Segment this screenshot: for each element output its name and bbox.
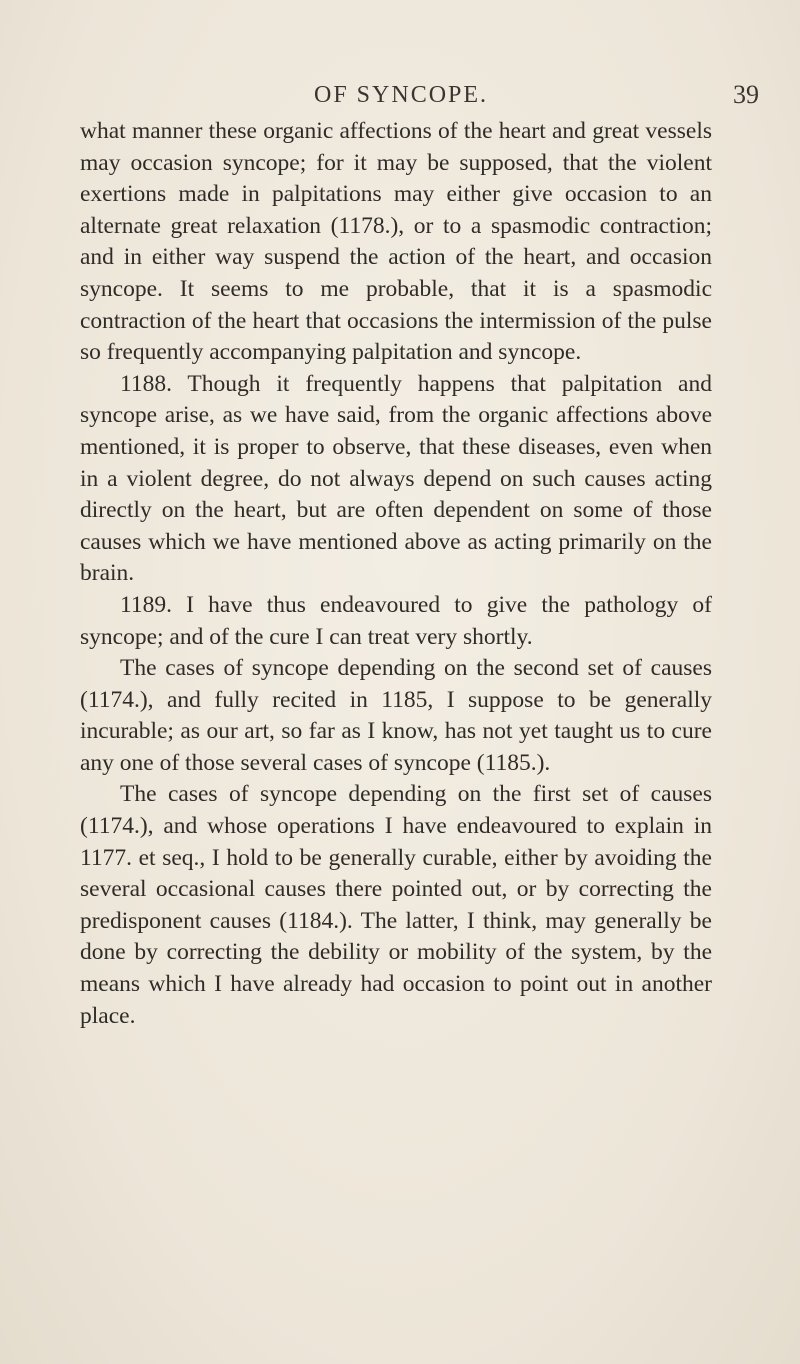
page-number: 39 [733,80,759,109]
paragraph-second-causes: The cases of syncope depending on the second set of causes (1174.), and fully recited in 1185, I suppose to be generally incurable; as our art, so far as I know, has not yet taught us to cure any one of those several cases of syncope (1185.). [80,655,712,776]
paragraph-continuation: what manner these organic affections of the heart and great vessels may occasion syncope; for it may be supposed, that the violent exertions made in palpitations may either give occasion to an alternate great relaxation (1178.), or to a spasmodic contraction; and in either way suspend the action of the heart, and occasion syncope. It seems to me probable, that it is a spasmodic contraction of the heart that occasions the intermission of the pulse so frequently accompanying palpitation and syncope. [80,118,712,366]
paragraph-1188: 1188. Though it frequently happens that palpitation and syncope arise, as we have said, from the organic affections above mentioned, it is proper to observe, that these diseases, even when in a violent degree, do not always depend on such causes acting directly on the heart, but are often dependent on some of those causes which we have mentioned above as acting primarily on the brain. [80,370,712,587]
paragraph-1189: 1189. I have thus endeavoured to give the pathology of syncope; and of the cure I can treat very shortly. [80,591,712,650]
running-head: OF SYNCOPE. [314,82,489,108]
paragraph-first-causes: The cases of syncope depending on the first set of causes (1174.), and whose operations I have endeavoured to explain in 1177. et seq., I hold to be generally curable, either by avoiding the several occasional causes there pointed out, or by correcting the predisponent causes (1184.). The latter, I think, may generally be done by correcting the debility or mobility of the system, by the means which I have already had occasion to point out in another place. [80,781,712,1029]
body-text [80,116,712,1032]
